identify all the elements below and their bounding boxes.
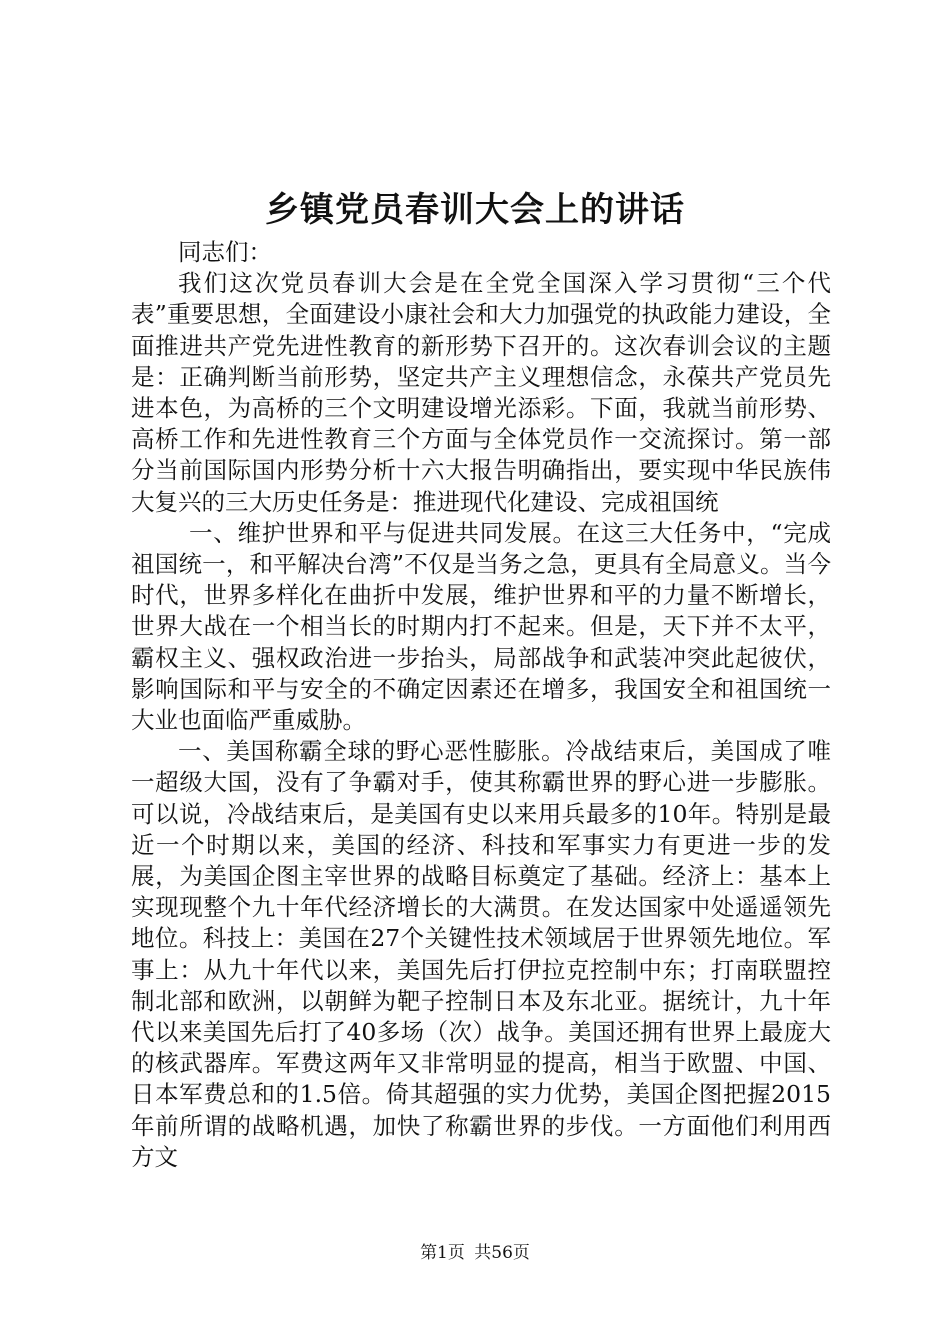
salutation: 同志们： bbox=[178, 238, 272, 266]
paragraph-intro: 我们这次党员春训大会是在全党全国深入学习贯彻“三个代表”重要思想，全面建设小康社会和大力加强党的执政能力建设，全面推进共产党先进性教育的新形势下召开的。这次春训会议的主题是：正确判断当前形势，坚定共产主义理想信念，永葆共产党员先进本色，为高桥的三个文明建设增光添彩。下面，我就当前形势、高桥工作和先进性教育三个方面与全体党员作一交流探讨。第一部分当前国际国内形势分析十六大报告明确指出，要实现中华民族伟大复兴的三大历史任务是：推进现代化建设、完成祖国统 bbox=[131, 269, 831, 516]
paragraph-us-hegemony: 一、美国称霸全球的野心恶性膨胀。冷战结束后，美国成了唯一超级大国，没有了争霸对手，使其称霸世界的野心进一步膨胀。可以说，冷战结束后，是美国有史以来用兵最多的10年。特别是最近一个时期以来，美国的经济、科技和军事实力有更进一步的发展，为美国企图主宰世界的战略目标奠定了基础。经济上：基本上实现现整个九十年代经济增长的大满贯。在发达国家中处遥遥领先地位。科技上：美国在27个关键性技术领域居于世界领先地位。军事上：从九十年代以来，美国先后打伊拉克控制中东；打南联盟控制北部和欧洲，以朝鲜为靶子控制日本及东北亚。据统计，九十年代以来美国先后打了40多场（次）战争。美国还拥有世界上最庞大的核武器库。军费这两年又非常明显的提高，相当于欧盟、中国、日本军费总和的1.5倍。倚其超强的实力优势，美国企图把握2015年前所谓的战略机遇，加快了称霸世界的步伐。一方面他们利用西方文 bbox=[131, 737, 831, 1171]
paragraph-world-peace: 一、维护世界和平与促进共同发展。在这三大任务中，“完成祖国统一，和平解决台湾”不仅是当务之急，更具有全局意义。当今时代，世界多样化在曲折中发展，维护世界和平的力量不断增长，世界大战在一个相当长的时期内打不起来。但是，天下并不太平，霸权主义、强权政治进一步抬头，局部战争和武装冲突此起彼伏，影响国际和平与安全的不确定因素还在增多，我国安全和祖国统一大业也面临严重威胁。 bbox=[131, 518, 831, 735]
page-number-footer: 第1页 共56页 bbox=[420, 1243, 530, 1263]
document-body bbox=[131, 237, 831, 1173]
document-title: 乡镇党员春训大会上的讲话 bbox=[265, 190, 685, 230]
